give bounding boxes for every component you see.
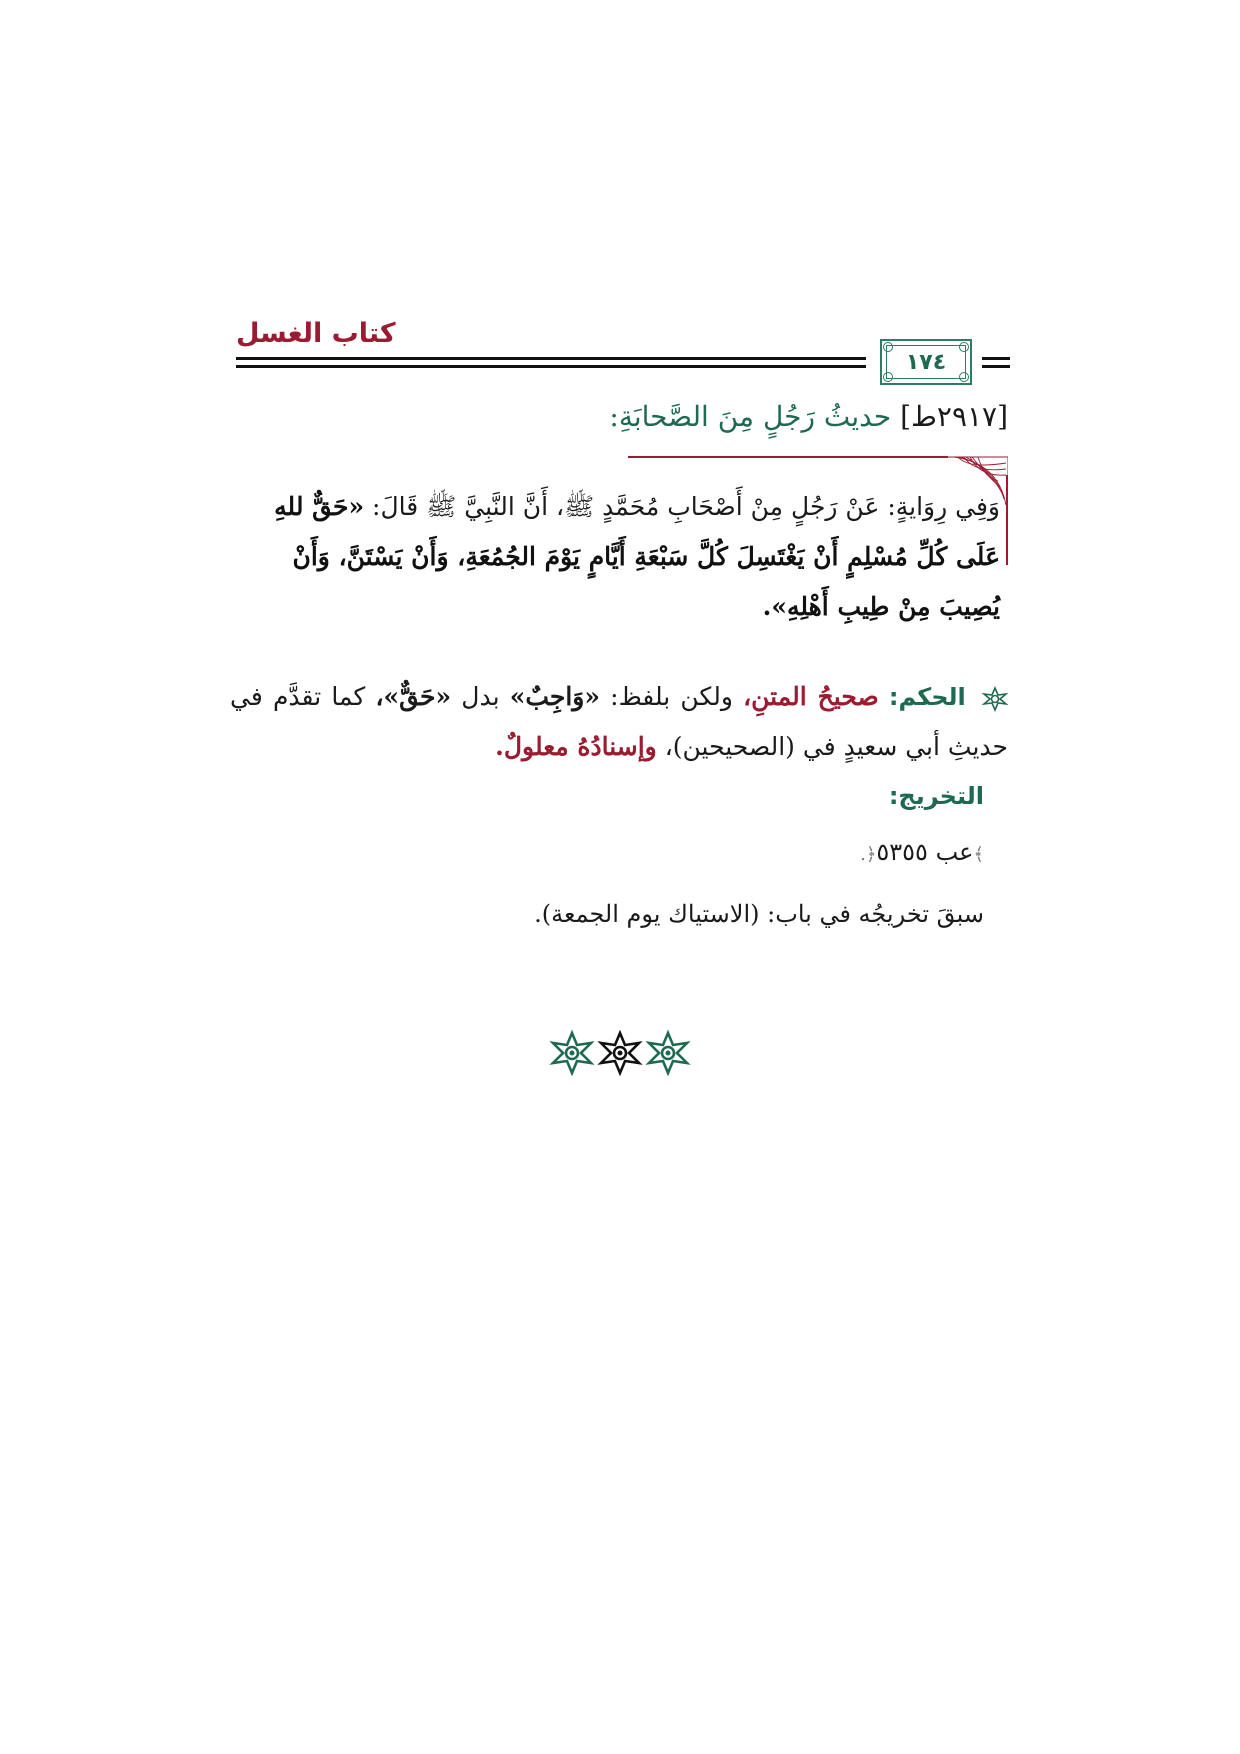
book-title: كتاب الغسل xyxy=(236,318,396,349)
header-rule xyxy=(236,365,866,368)
hadith-title: حديثُ رَجُلٍ مِنَ الصَّحابَةِ: xyxy=(609,400,892,433)
hukm-text: كما تقدَّم في حديثِ أبي سعيدٍ في (الصحيحين)، xyxy=(230,682,1008,761)
ornate-flower-icon xyxy=(597,1030,643,1076)
narration-matn: «حَقٌّ للهِ عَلَى كُلِّ مُسْلِمٍ أَنْ يَغْتَسِلَ كُلَّ سَبْعَةِ أَيَّامٍ يَوْمَ الجُمُعَةِ، وَأَنْ يَسْتَنَّ، وَأَنْ يُصِيبَ مِنْ طِيبِ أَهْلِهِ». xyxy=(274,492,1000,621)
hukm-text: بدل xyxy=(461,682,500,711)
takhrij-reference: عب ٥٣٥٥ xyxy=(876,838,974,866)
hukm-paragraph xyxy=(230,672,1008,772)
narration-intro: وَفِي رِوَايةٍ: عَنْ رَجُلٍ مِنْ أَصْحَابِ مُحَمَّدٍ ﷺ، أَنَّ النَّبِيَّ ﷺ قَالَ: xyxy=(372,492,1000,521)
bracket-close: ﴿. xyxy=(860,844,877,865)
hukm-text: ولكن بلفظ: xyxy=(610,682,733,711)
header-rule xyxy=(982,365,1010,368)
hukm-isnad: وإسنادُهُ معلولٌ. xyxy=(495,732,657,761)
takhrij-label: التخريج: xyxy=(888,782,984,810)
header-rule xyxy=(982,357,1010,360)
bracket-open: ﴾ xyxy=(973,844,984,865)
takhrij-note: سبقَ تخريجُه في باب: (الاستياك يوم الجمعة). xyxy=(534,900,984,928)
hukm-word: «حَقٌّ»، xyxy=(375,682,452,711)
hadith-heading xyxy=(609,400,1008,433)
page-number-frame xyxy=(880,339,972,385)
hadith-number: [٢٩١٧ط] xyxy=(900,400,1008,433)
hukm-word: «وَاجِبٌ» xyxy=(509,682,600,711)
hukm-verdict: صحيحُ المتنِ، xyxy=(743,682,879,711)
ornate-flower-icon xyxy=(645,1030,691,1076)
header-rule xyxy=(236,357,866,360)
takhrij-reference-line xyxy=(860,838,984,866)
page-number: ١٧٤ xyxy=(905,349,947,375)
ornate-flower-icon xyxy=(982,686,1008,712)
ornate-flower-icon xyxy=(549,1030,595,1076)
narration-paragraph xyxy=(230,482,1000,632)
hukm-label: الحكم: xyxy=(888,683,966,711)
